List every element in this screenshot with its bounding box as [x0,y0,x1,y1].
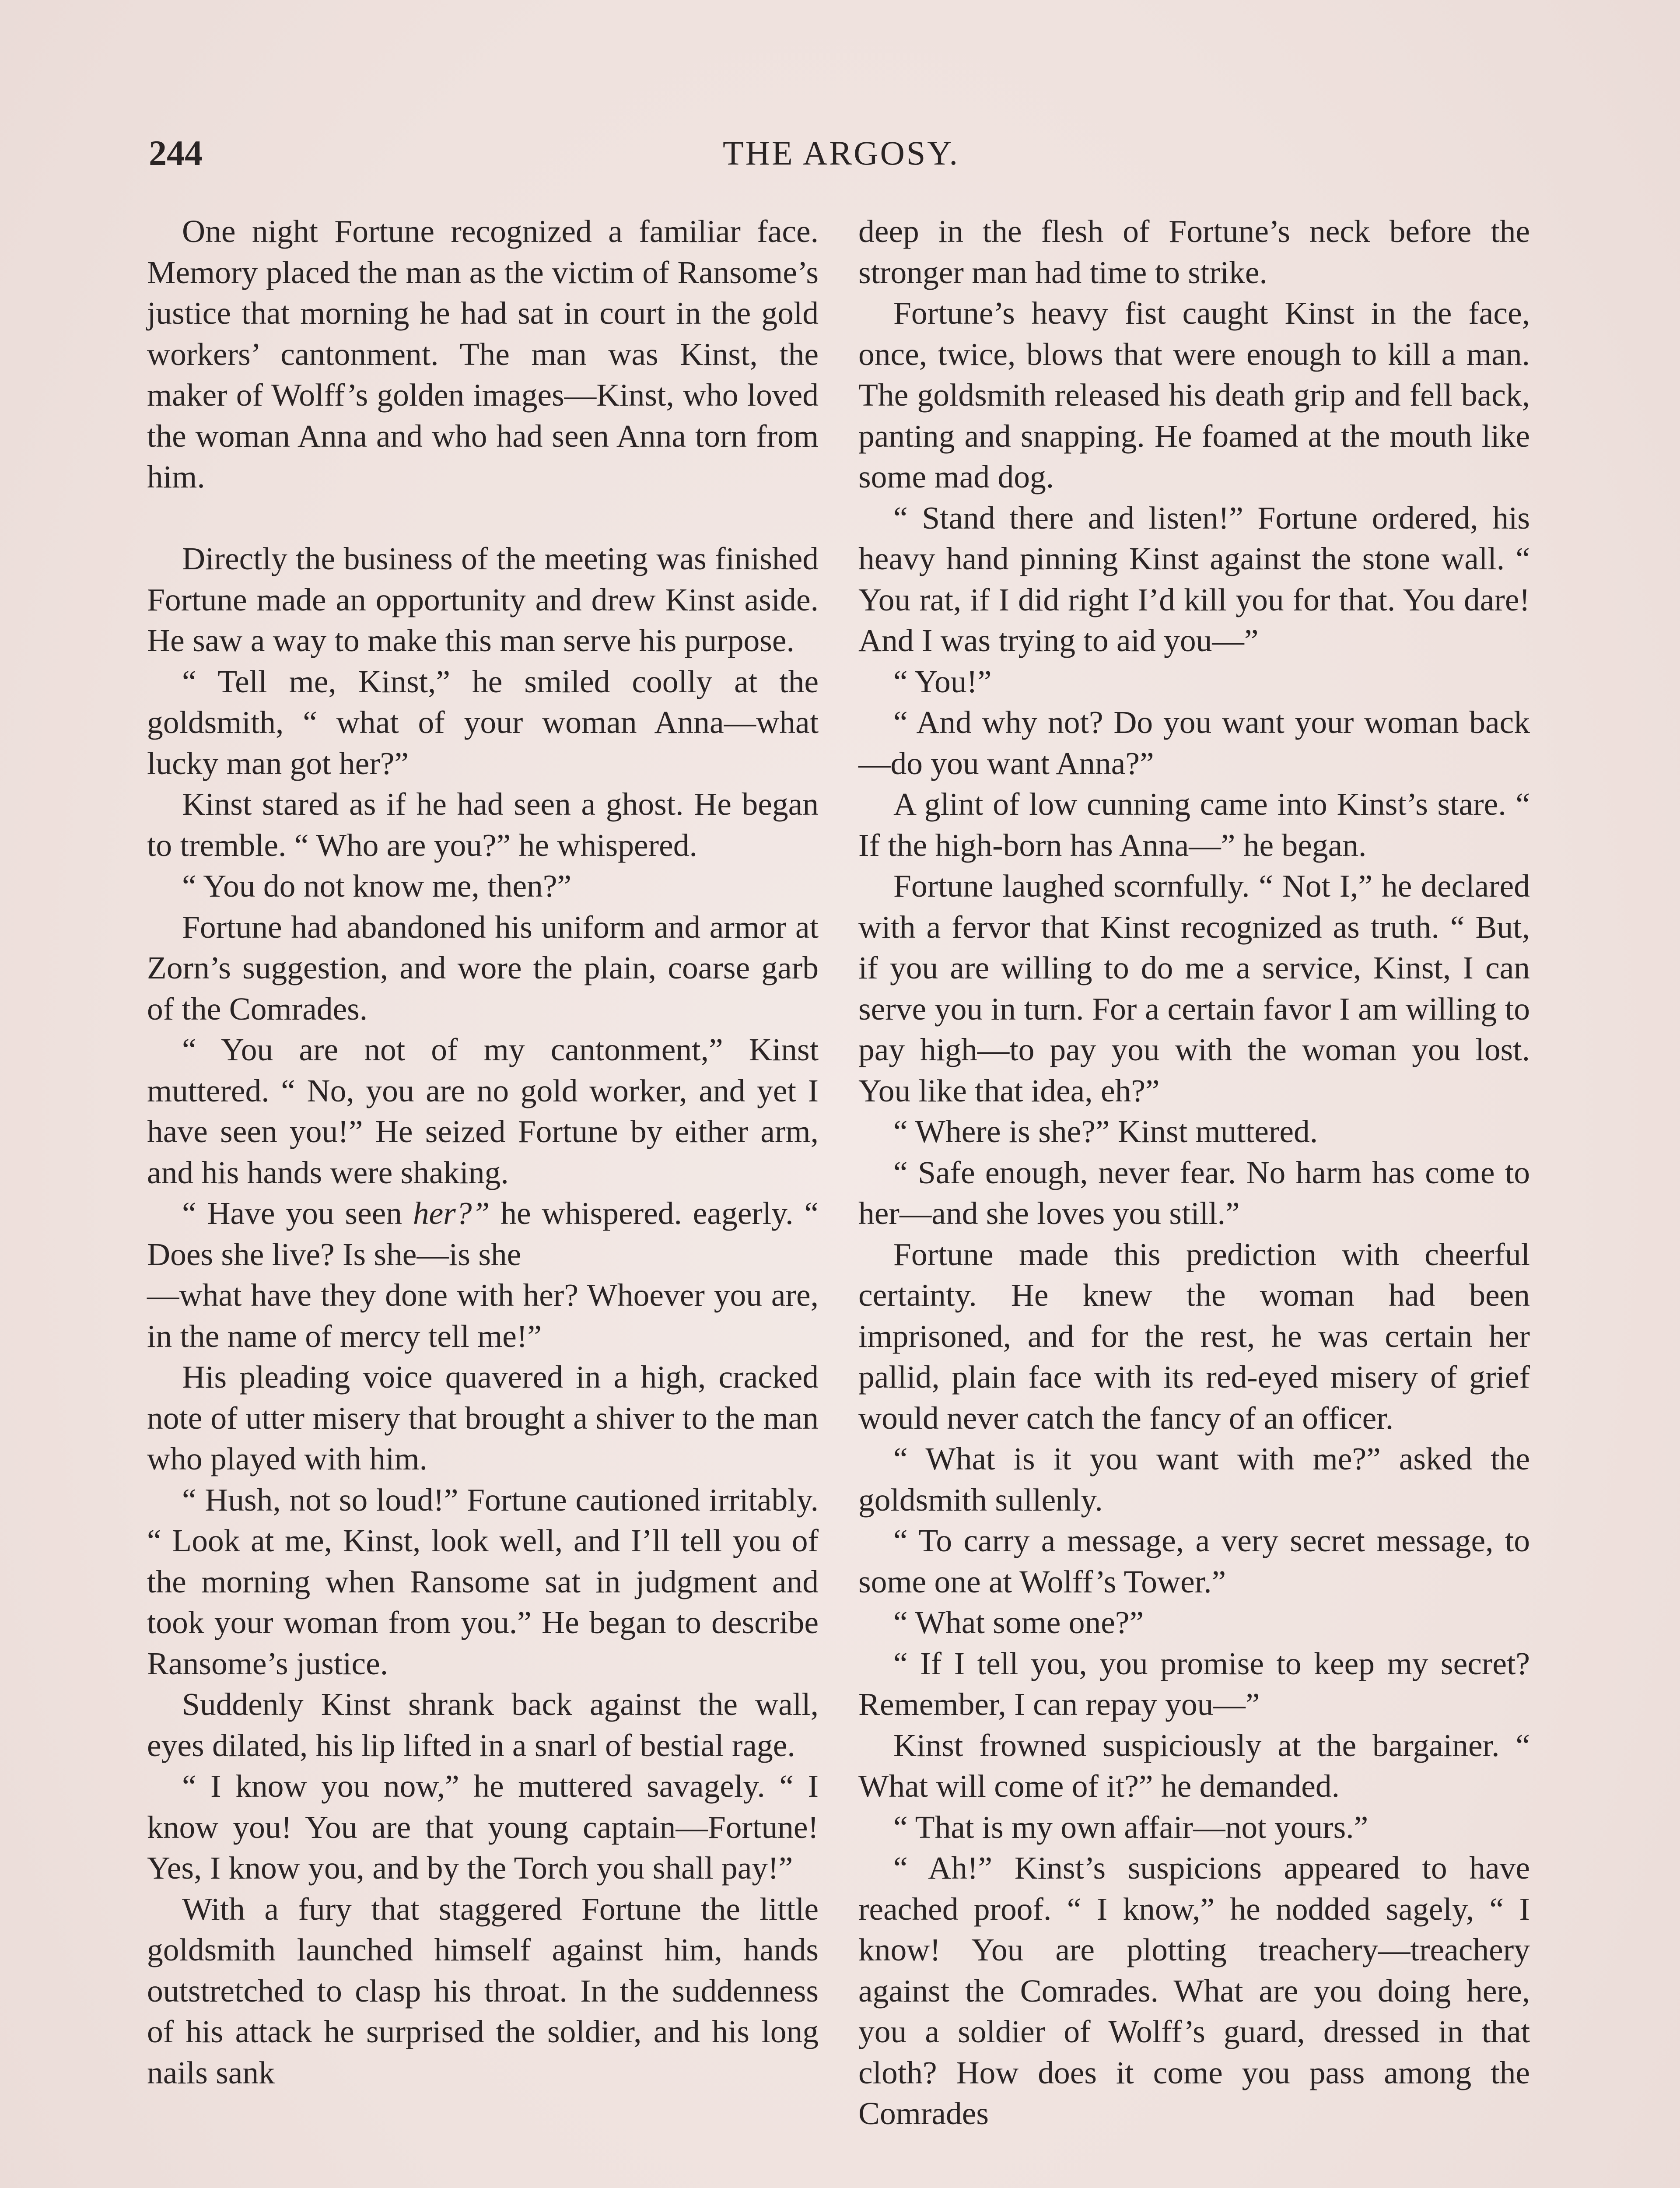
paragraph: “ And why not? Do you want your woman back—do you want Anna?” [858,705,1530,781]
paragraph: “ What some one?” [893,1605,1144,1640]
paragraph: Fortune laughed scornfully. “ Not I,” he declared with a fervor that Kinst recognized as truth. “ But, if you are willing to do me a service, Kinst, I can serve you in turn. For a certain favor I am willing to pay high—to pay you with the woman you lost. You like that idea, eh?” [858,868,1530,1108]
paragraph-with-italic [147,1193,819,1275]
paragraph: One night Fortune recognized a familiar face. Memory placed the man as the victim of Ransome’s justice that morning he had sat in court in the gold workers’ cantonment. The man was Kinst, the maker of Wolff’s golden images—Kinst, who loved the woman Anna and who had seen Anna torn from him. [147,214,819,494]
paragraph: “ I know you now,” he muttered savagely. “ I know you! You are that young captain—Fortune! Yes, I know you, and by the Torch you shall pay!” [147,1768,819,1886]
paragraph: “ Stand there and listen!” Fortune ordered, his heavy hand pinning Kinst against the stone wall. “ You rat, if I did right I’d kill you for that. You dare! And I was trying to aid you—” [858,500,1530,658]
paragraph: “ If I tell you, you promise to keep my secret? Remember, I can repay you—” [858,1645,1530,1722]
paragraph: “ To carry a message, a very secret message, to some one at Wolff’s Tower.” [858,1523,1530,1599]
paragraph-continuation: —what have they done with her? Whoever you are, in the name of mercy tell me!” [147,1277,819,1354]
paragraph: His pleading voice quavered in a high, cracked note of utter misery that brought a shiver to the man who played with him. [147,1359,819,1476]
paragraph: With a fury that staggered Fortune the little goldsmith launched himself against him, hands outstretched to clasp his throat. In the suddenness of his attack he surprised the soldier, and his long nails sank [147,1891,819,2090]
paragraph: Kinst stared as if he had seen a ghost. He began to tremble. “ Who are you?” he whispered. [147,786,819,863]
paragraph: “ You do not know me, then?” [182,868,572,904]
paragraph: A glint of low cunning came into Kinst’s stare. “ If the high-born has Anna—” he began. [858,786,1530,863]
text-run: “ Have you seen [182,1196,413,1231]
paragraph: “ Tell me, Kinst,” he smiled coolly at the goldsmith, “ what of your woman Anna—what lucky man got her?” [147,663,819,781]
right-column [858,211,1530,2134]
paragraph: “ You are not of my cantonment,” Kinst muttered. “ No, you are no gold worker, and yet I have seen you!” He seized Fortune by either arm, and his hands were shaking. [147,1032,819,1190]
paragraph: “ Ah!” Kinst’s suspicions appeared to have reached proof. “ I know,” he nodded sagely, “ I know! You are plotting treachery—treachery against the Comrades. What are you doing here, you a soldier of Wolff’s guard, dressed in that cloth? How does it come you pass among the Comrades [858,1850,1530,2131]
paragraph-continuation: deep in the flesh of Fortune’s neck before the stronger man had time to strike. [858,214,1530,290]
page-number: 244 [149,133,203,173]
running-title: THE ARGOSY. [723,134,959,172]
paragraph: “ Safe enough, never fear. No harm has come to her—and she loves you still.” [858,1154,1530,1231]
paragraph: Directly the business of the meeting was finished Fortune made an opportunity and drew Kinst aside. He saw a way to make this man serve his purpose. [147,541,819,658]
paragraph: Fortune made this prediction with cheerful certainty. He knew the woman had been imprisoned, and for the rest, he was certain her pallid, plain face with its red-eyed misery of grief would never catch the fancy of an officer. [858,1236,1530,1436]
paragraph: “ Hush, not so loud!” Fortune cautioned irritably. “ Look at me, Kinst, look well, and I’ll tell you of the morning when Ransome sat in judgment and took your woman from you.” He began to describe Ransome’s justice. [147,1482,819,1681]
paragraph: Suddenly Kinst shrank back against the wall, eyes dilated, his lip lifted in a snarl of bestial rage. [147,1687,819,1763]
paragraph: “ You!” [893,663,992,699]
paragraph: Fortune had abandoned his uniform and armor at Zorn’s suggestion, and wore the plain, coarse garb of the Comrades. [147,909,819,1027]
text-run: he whispered. eagerly. “ Does she live? Is she—is she [147,1196,819,1272]
paragraph: “ That is my own affair—not yours.” [893,1809,1368,1845]
page-header [149,131,1533,175]
paragraph: “ What is it you want with me?” asked the goldsmith sullenly. [858,1441,1530,1518]
italic-word: her?” [413,1196,490,1231]
left-column [147,211,819,2093]
paragraph: Fortune’s heavy fist caught Kinst in the face, once, twice, blows that were enough to kill a man. The goldsmith released his death grip and fell back, panting and snapping. He foamed at the mouth like some mad dog. [858,295,1530,494]
paragraph: “ Where is she?” Kinst muttered. [893,1114,1318,1149]
paragraph: Kinst frowned suspiciously at the bargainer. “ What will come of it?” he demanded. [858,1727,1530,1804]
